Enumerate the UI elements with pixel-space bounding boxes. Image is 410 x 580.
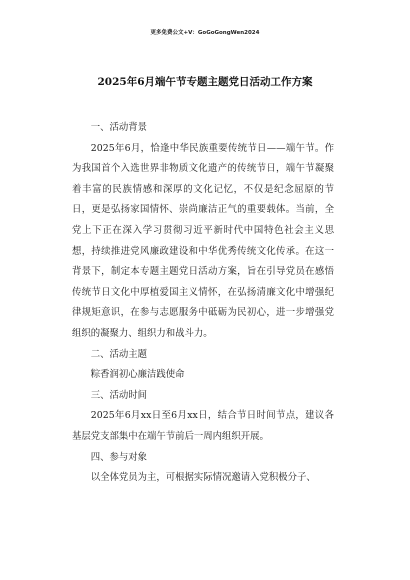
section-heading-participants: 四、参与对象 bbox=[90, 451, 148, 463]
section-heading-theme: 二、活动主题 bbox=[90, 348, 148, 360]
background-paragraph: 2025年6月，恰逢中华民族重要传统节日——端午节。作为我国首个入选世界非物质文化遗产的传统节日，端午节凝聚着丰富的民族情感和深厚的文化记忆，不仅是纪念屈原的节日，更是弘扬家国情怀、崇尚廉洁正气的重要载体。当前，全党上下正在深入学习贯彻习近平新时代中国特色社会主义思想，持续推进党风廉政建设和中华优秀传统文化传承。在这一背景下，制定本专题主题党日活动方案，旨在引导党员在感悟传统节日文化中厚植爱国主义情怀，在弘扬清廉文化中增强纪律规矩意识，在参与志愿服务中砥砺为民初心，进一步增强党组织的凝聚力、组织力和战斗力。 bbox=[72, 142, 334, 339]
document-title: 2025年6月端午节专题主题党日活动工作方案 bbox=[97, 76, 313, 88]
participants-paragraph: 以全体党员为主，可根据实际情况邀请入党积极分子、 bbox=[90, 472, 316, 484]
time-paragraph: 2025年6月xx日至6月xx日，结合节日时间节点，建议各基层党支部集中在端午节前后一周内组织开展。 bbox=[72, 410, 334, 442]
theme-paragraph: 粽香润初心廉洁践使命 bbox=[90, 369, 185, 381]
section-heading-time: 三、活动时间 bbox=[90, 389, 148, 401]
header-note: 更多免费公文+V：GoGoGongWen2024 bbox=[150, 30, 260, 36]
section-heading-background: 一、活动背景 bbox=[90, 122, 148, 133]
document-body bbox=[72, 118, 334, 489]
